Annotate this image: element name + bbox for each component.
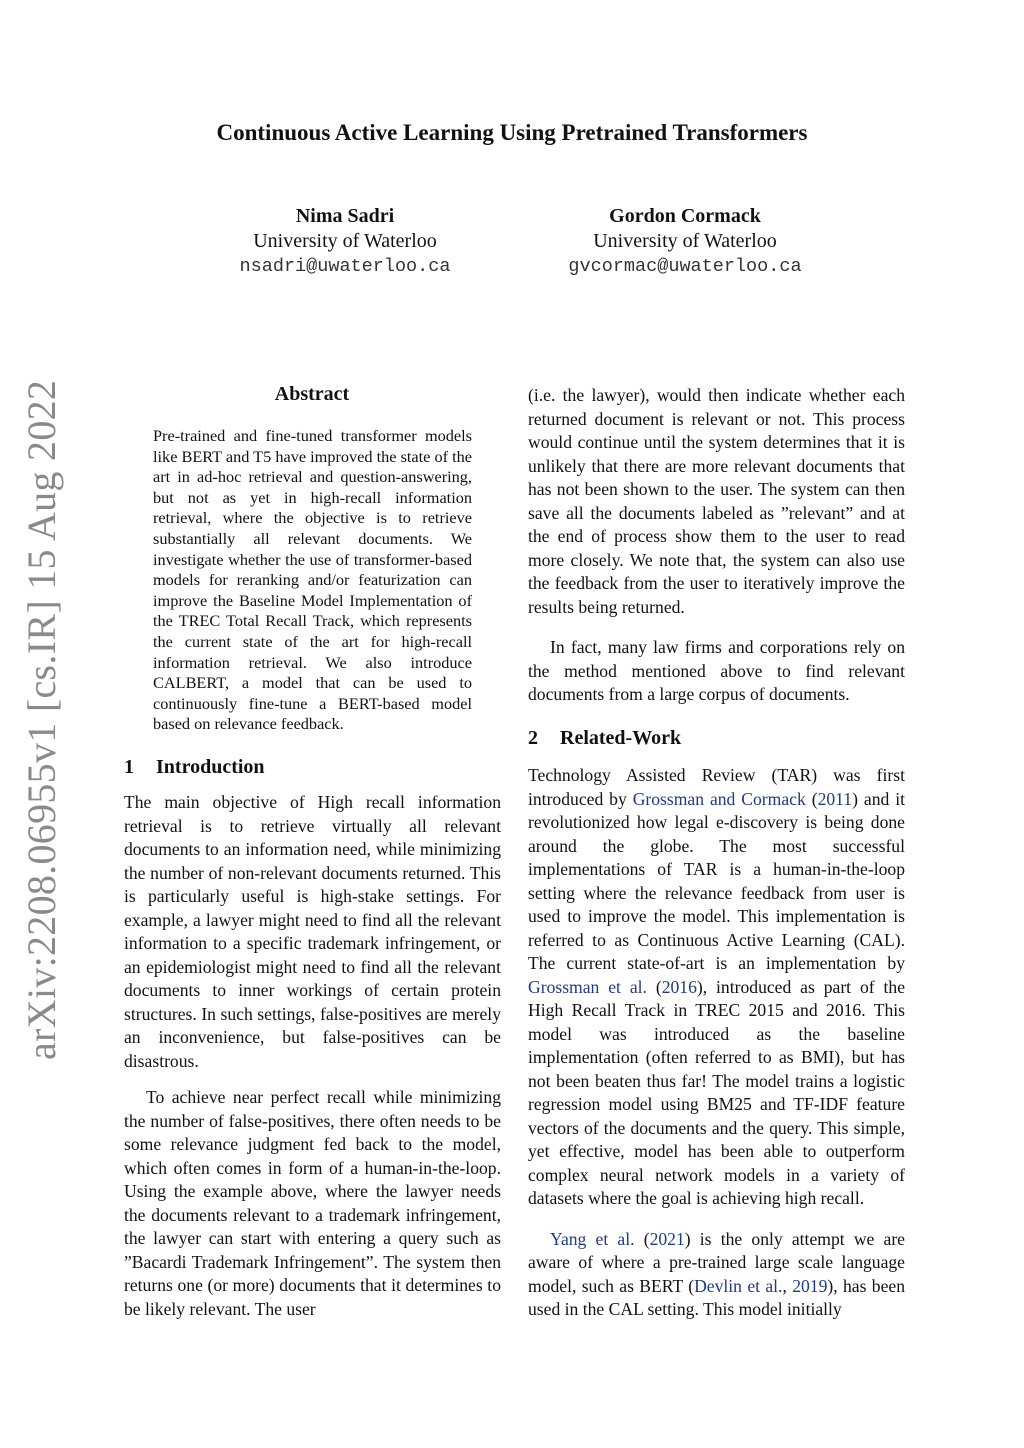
- right-column-top: [528, 384, 905, 707]
- author-affiliation: University of Waterloo: [593, 230, 777, 252]
- text-run: (: [805, 788, 818, 809]
- author-name: Nima Sadri: [295, 205, 395, 227]
- text-run: ), introduced as part of the High Recall Track in TREC 2015 and 2016. This model was introduced as the baseline implementation (often referred to as BMI), but has not been beaten thus far! The model trains a logistic regression model using BM25 and TF-IDF feature vectors of the documents and the query. This simple, yet effective, model has been able to outperform complex neural network models in a variety of datasets where the goal is achieving high recall.: [528, 976, 906, 1208]
- citation-link[interactable]: Yang et al.: [550, 1228, 635, 1249]
- author-affiliation: University of Waterloo: [253, 230, 437, 252]
- citation-link[interactable]: Devlin et al.: [694, 1275, 783, 1296]
- text-run: (: [634, 1228, 650, 1249]
- paragraph: [528, 764, 905, 1211]
- arxiv-stamp: arXiv:2208.06955v1 [cs.IR] 15 Aug 2022: [19, 379, 64, 1060]
- citation-year-link[interactable]: 2019: [792, 1275, 828, 1296]
- section-title: Introduction: [156, 756, 265, 778]
- citation-year-link[interactable]: 2011: [817, 788, 853, 809]
- left-column: [124, 791, 501, 1321]
- text-run: (: [646, 976, 662, 997]
- section-title: Related-Work: [560, 727, 682, 749]
- text-run: ), has been used in the CAL setting. This model initially: [528, 1275, 905, 1319]
- section-number: 1: [124, 756, 134, 778]
- text-run: ) is the only attempt we are aware of where a pre-trained large scale language model, such as BERT (: [528, 1228, 905, 1296]
- paragraph: The main objective of High recall information retrieval is to retrieve virtually all relevant documents to an information need, while minimizing the number of non-relevant documents returned. This is particularly useful is high-stake settings. For example, a lawyer might need to find all the relevant information to a specific trademark infringement, or an epidemiologist might need to find all the relevant documents to inner workings of certain protein structures. In such settings, false-positives are merely an inconvenience, but false-positives can be disastrous.: [124, 792, 501, 1071]
- text-run: ,: [782, 1275, 793, 1296]
- author-block-2: [525, 204, 845, 279]
- paragraph: To achieve near perfect recall while minimizing the number of false-positives, there often needs to be some relevance judgment fed back to the model, which often comes in form of a human-in-the-loop. Using the example above, where the lawyer needs the documents relevant to a trademark infringement, the lawyer can start with entering a query such as ”Bacardi Trademark Infringement”. The system then returns one (or more) documents that it determines to be likely relevant. The user: [124, 1087, 501, 1319]
- paragraph: [528, 1228, 905, 1322]
- section-heading-introduction: [124, 755, 265, 779]
- citation-year-link[interactable]: 2021: [649, 1228, 685, 1249]
- paper-title: Continuous Active Learning Using Pretrained Transformers: [216, 120, 808, 145]
- paragraph: In fact, many law firms and corporations rely on the method mentioned above to find relevant documents from a large corpus of documents.: [528, 637, 905, 704]
- author-name: Gordon Cormack: [609, 205, 761, 227]
- citation-year-link[interactable]: 2016: [661, 976, 697, 997]
- paragraph: (i.e. the lawyer), would then indicate whether each returned document is relevant or not. This process would continue until the system determines that it is unlikely that there are more relevant documents that has not been shown to the user. The system can then save all the documents labeled as ”relevant” and at the end of process show them to the user to read more closely. We note that, the system can also use the feedback from the user to iteratively improve the results being returned.: [528, 385, 905, 617]
- text-run: ) and it revolutionized how legal e-discovery is being done around the globe. The most successful implementations of TAR is a human-in-the-loop setting where the relevance feedback from user is used to improve the model. This implementation is referred to as Continuous Active Learning (CAL). The current state-of-art is an implementation by: [528, 788, 905, 973]
- text-run: Technology Assisted Review (TAR) was first introduced by: [528, 765, 905, 809]
- author-email: nsadri@uwaterloo.ca: [239, 256, 451, 277]
- citation-link[interactable]: Grossman et al.: [528, 976, 647, 997]
- author-email: gvcormac@uwaterloo.ca: [568, 256, 802, 277]
- citation-link[interactable]: Grossman and Cormack: [632, 788, 806, 809]
- abstract-text: Pre-trained and fine-tuned transformer models like BERT and T5 have improved the state of the art in ad-hoc retrieval and question-answering, but not as yet in high-recall information retrieval, where the objective is to retrieve substantially all relevant documents. We investigate whether the use of transformer-based models for reranking and/or featurization can improve the Baseline Model Implementation of the TREC Total Recall Track, which represents the current state of the art for high-recall information retrieval. We also introduce CALBERT, a model that can be used to continuously fine-tune a BERT-based model based on relevance feedback.: [153, 426, 472, 734]
- section-heading-related-work: [528, 726, 681, 750]
- author-block-1: [185, 204, 505, 279]
- section-number: 2: [528, 727, 538, 749]
- abstract-heading: Abstract: [274, 383, 350, 405]
- right-column-bottom: [528, 764, 905, 1322]
